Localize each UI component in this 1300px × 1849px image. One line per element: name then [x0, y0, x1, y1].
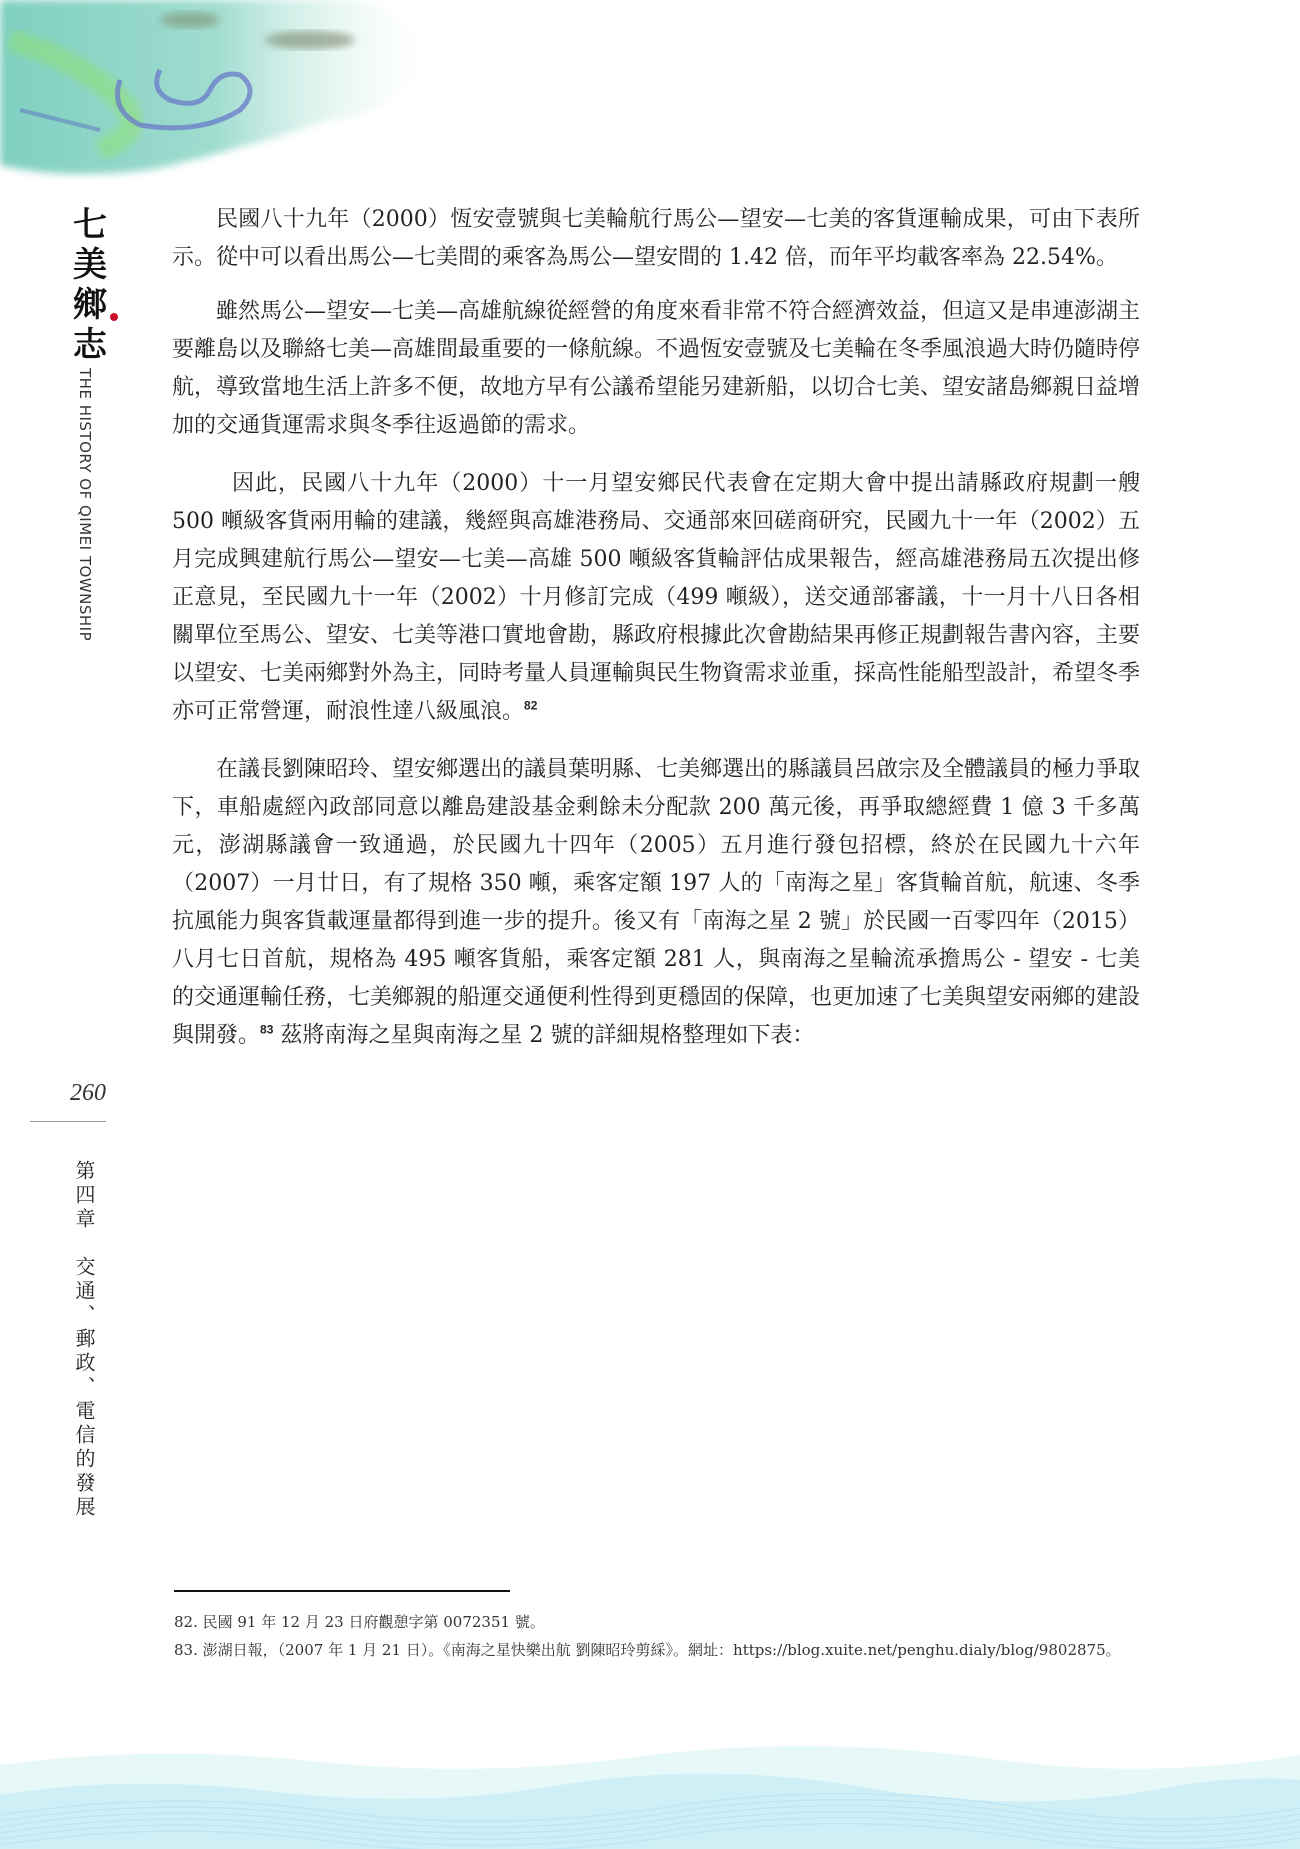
- main-text: [172, 201, 1140, 1075]
- book-title-char: 鄉: [73, 285, 107, 325]
- paragraph-text: 茲將南海之星與南海之星 2 號的詳細規格整理如下表：: [280, 1023, 815, 1048]
- footnote-item: 82. 民國 91 年 12 月 23 日府觀憩字第 0072351 號。: [174, 1613, 545, 1631]
- paragraph-text: 在議長劉陳昭玲、望安鄉選出的議員葉明縣、七美鄉選出的縣議員呂啟宗及全體議員的極力爭取下，車船處經內政部同意以離島建設基金剩餘未分配款 200 萬元後，再爭取總經費 1 億 3 千多萬元，澎湖縣議會一致通過，於民國九十四年（2005）五月進行發包招標，終於在民國九十六年（2007）一月廿日，有了規格 350 噸，乘客定額 197 人的「南海之星」客貨輪首航，航速、冬季抗風能力與客貨載運量都得到進一步的提升。後又有「南海之星 2 號」於民國一百零四年（2015）八月七日首航，規格為 495 噸客貨船，乘客定額 281 人，與南海之星輪流承擔馬公 - 望安 - 七美的交通運輸任務，七美鄉親的船運交通便利性得到更穩固的保障，也更加速了七美與望安兩鄉的建設與開發。: [172, 757, 1141, 1048]
- seal-dot: [110, 313, 118, 321]
- header-watercolor-art: [0, 0, 480, 190]
- page-number: 260: [70, 1080, 106, 1106]
- book-title-char: 美: [73, 245, 107, 285]
- chapter-title: 第四章 交通、郵政、電信的發展: [72, 1160, 96, 1520]
- book-title-char: 七: [73, 205, 107, 245]
- paragraph-text: 雖然馬公—望安—七美—高雄航線從經營的角度來看非常不符合經濟效益，但這又是串連澎湖主要離島以及聯絡七美—高雄間最重要的一條航線。不過恆安壹號及七美輪在冬季風浪過大時仍隨時停航，導致當地生活上許多不便，故地方早有公議希望能另建新船，以切合七美、望安諸島鄉親日益增加的交通貨運需求與冬季往返過節的需求。: [172, 299, 1141, 438]
- paragraph-text: 民國八十九年（2000）恆安壹號與七美輪航行馬公—望安—七美的客貨運輸成果，可由下表所示。從中可以看出馬公—七美間的乘客為馬公—望安間的 1.42 倍，而年平均載客率為 22.54%。: [172, 207, 1140, 270]
- paragraph-text: 因此，民國八十九年（2000）十一月望安鄉民代表會在定期大會中提出請縣政府規劃一艘 500 噸級客貨兩用輪的建議，幾經與高雄港務局、交通部來回磋商研究，民國九十一年（2002）五月完成興建航行馬公—望安—七美—高雄 500 噸級客貨輪評估成果報告，經高雄港務局五次提出修正意見，至民國九十一年（2002）十月修訂完成（499 噸級），送交通部審議，十一月十八日各相關單位至馬公、望安、七美等港口實地會勘，縣政府根據此次會勘結果再修正規劃報告書內容，主要以望安、七美兩鄉對外為主，同時考量人員運輸與民生物資需求並重，採高性能船型設計，希望冬季亦可正常營運，耐浪性達八級風浪。: [172, 471, 1141, 724]
- footnote-ref[interactable]: 83: [260, 1022, 274, 1037]
- footnotes: [174, 1611, 1140, 1667]
- paragraph: [172, 201, 1140, 277]
- book-title-vertical: [60, 205, 120, 365]
- book-title-char: 志: [73, 325, 107, 365]
- paragraph: [172, 751, 1140, 1055]
- book-title-english: THE HISTORY OF QIMEI TOWNSHIP: [76, 368, 94, 642]
- footer-wave-art: [0, 1720, 1300, 1849]
- page-number-divider: [30, 1121, 106, 1122]
- footnote-divider: [174, 1590, 510, 1592]
- paragraph: [172, 465, 1140, 731]
- footnote-item: 83. 澎湖日報，（2007 年 1 月 21 日）。《南海之星快樂出航 劉陳昭玲剪綵》。網址：https://blog.xuite.net/penghu.dialy/blog/9802875。: [174, 1641, 1121, 1659]
- footnote-ref[interactable]: 82: [524, 698, 538, 713]
- paragraph: [172, 293, 1140, 445]
